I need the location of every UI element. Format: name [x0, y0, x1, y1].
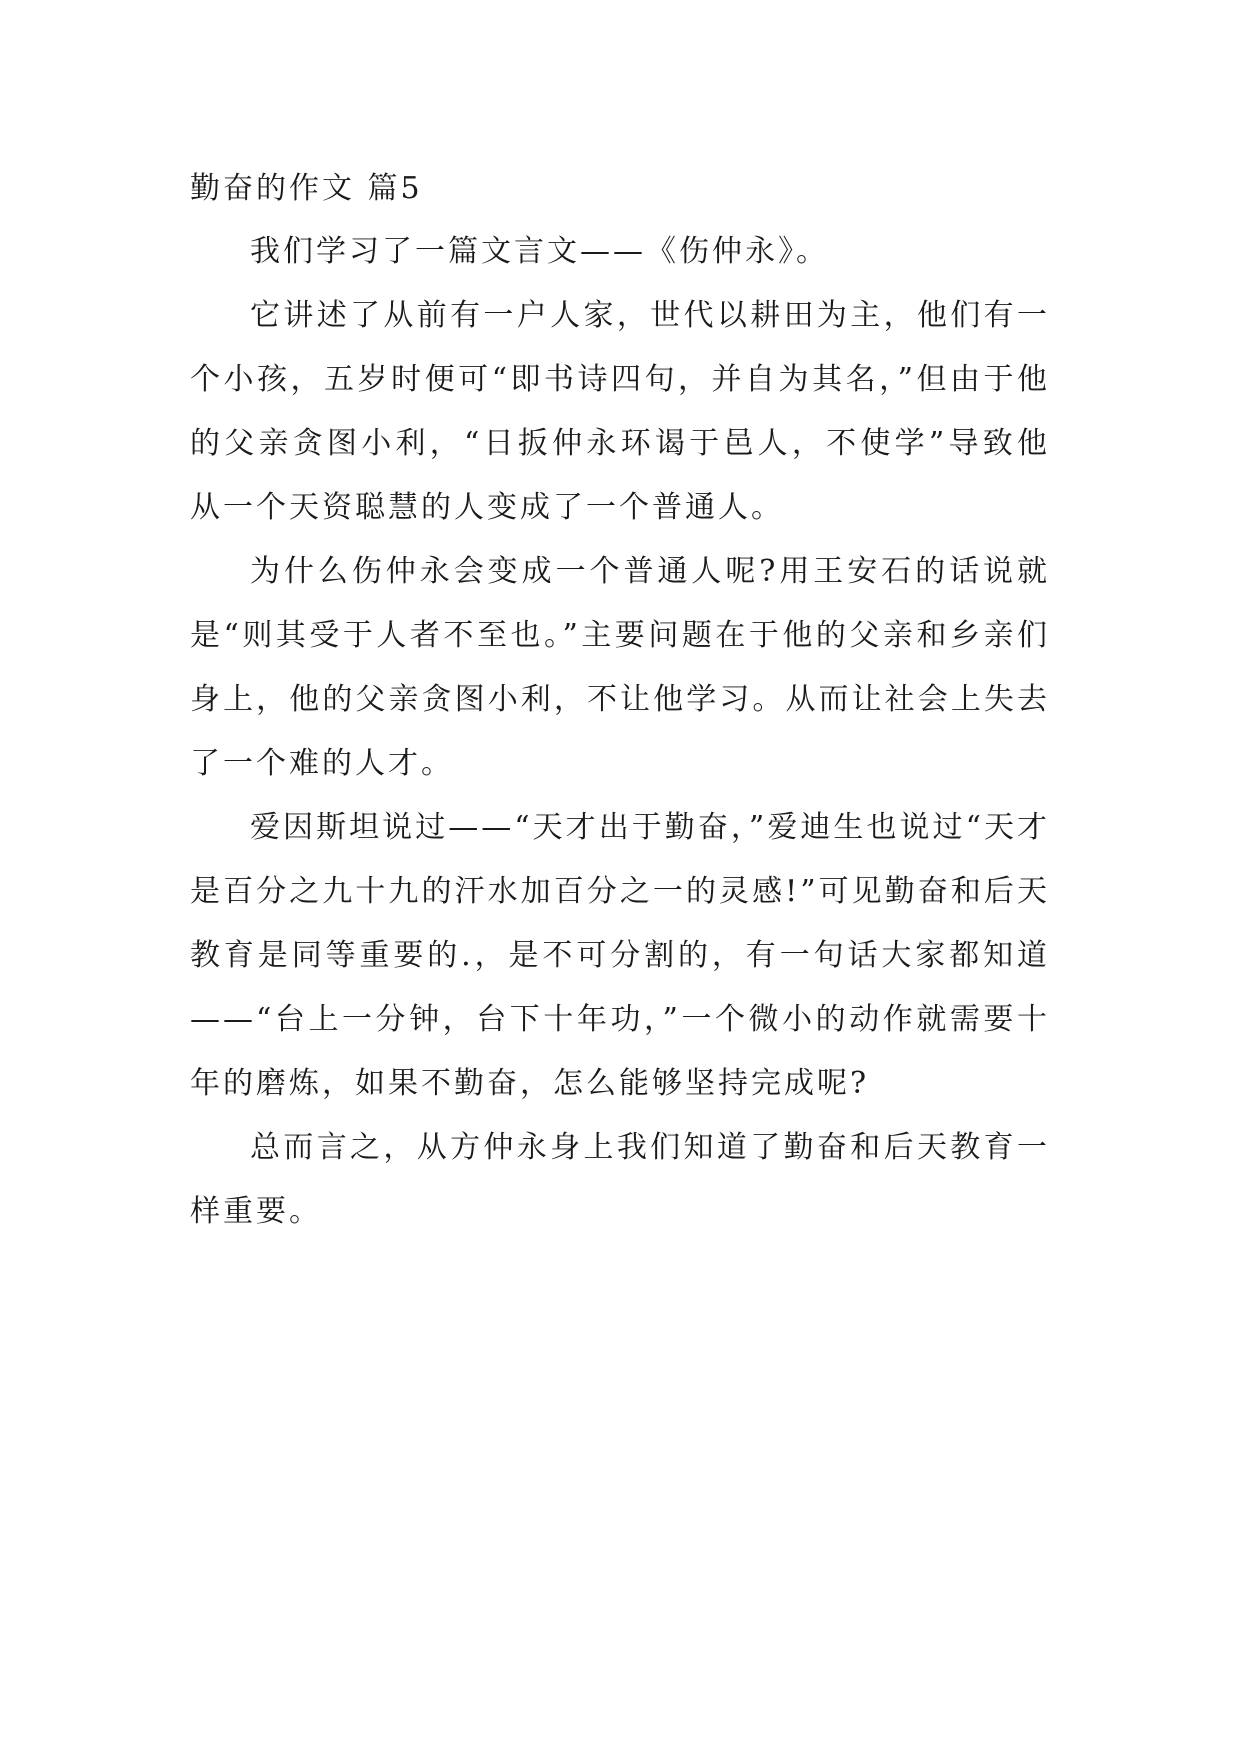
paragraph-1: 我们学习了一篇文言文——《伤仲永》。: [250, 234, 829, 269]
essay-title: 勤奋的作文 篇5: [190, 171, 423, 206]
paragraph-5: 总而言之，从方仲永身上我们知道了勤奋和后天教育一样重要。: [190, 1130, 1050, 1229]
paragraph-2: 它讲述了从前有一户人家，世代以耕田为主，他们有一个小孩，五岁时便可“即书诗四句，并自为其名，”但由于他的父亲贪图小利，“日扳仲永环谒于邑人，不使学”导致他从一个天资聪慧的人变成了一个普通人。: [190, 298, 1050, 525]
paragraph-4: 爱因斯坦说过——“天才出于勤奋，”爱迪生也说过“天才是百分之九十九的汗水加百分之一的灵感!”可见勤奋和后天教育是同等重要的.，是不可分割的，有一句话大家都知道——“台上一分钟，台下十年功，”一个微小的动作就需要十年的磨炼，如果不勤奋，怎么能够坚持完成呢?: [190, 810, 1050, 1101]
document-body: [190, 168, 1050, 1244]
paragraph-3: 为什么伤仲永会变成一个普通人呢?用王安石的话说就是“则其受于人者不至也。”主要问题在于他的父亲和乡亲们身上，他的父亲贪图小利，不让他学习。从而让社会上失去了一个难的人才。: [190, 554, 1050, 781]
